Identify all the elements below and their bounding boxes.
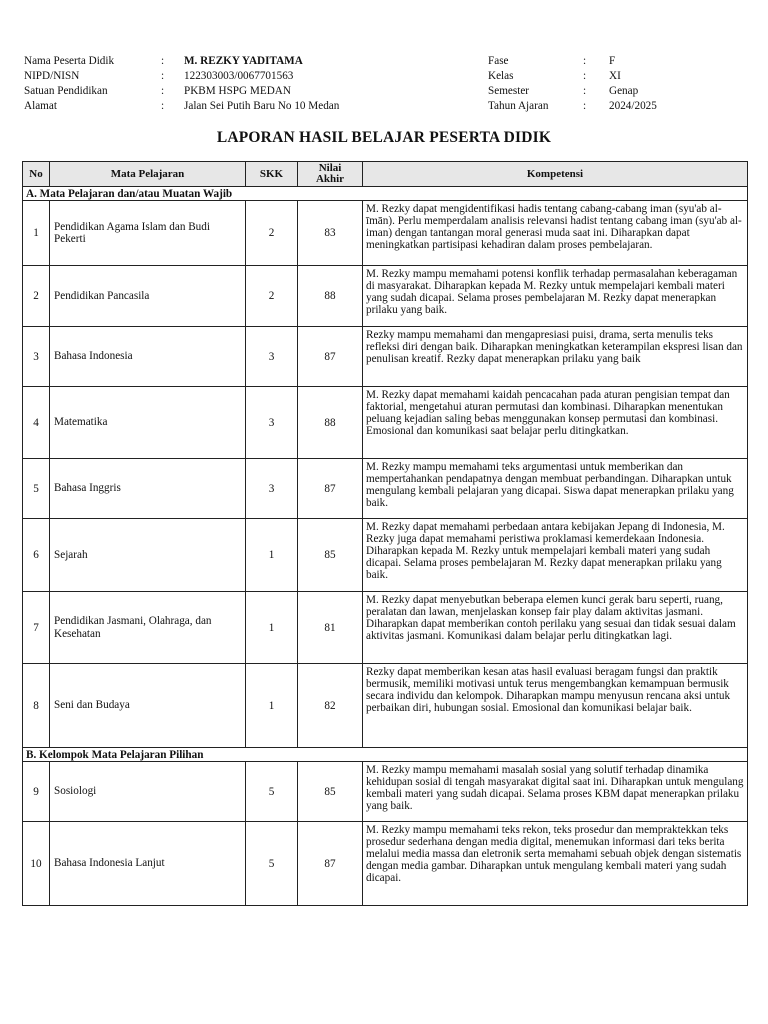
row-no: 2 <box>23 266 50 327</box>
row-competency: M. Rezky mampu memahami teks argumentasi untuk memberikan dan mempertahankan pendapatnya dengan membuat perbandingan. Diharapkan untuk mengulang kembali pelajaran yang dicapai. Siswa dapat menerapkan prilaku yang baik. <box>363 459 748 519</box>
row-no: 9 <box>23 762 50 822</box>
row-competency: M. Rezky mampu memahami potensi konflik terhadap permasalahan keberagaman di masyarakat. Diharapkan kepada M. Rezky untuk mempelajari kembali materi yang sudah dicapai. Selama proses pembelajaran M. Rezky dapat menerapkan prilaku yang baik. <box>363 266 748 327</box>
row-competency: M. Rezky mampu memahami teks rekon, teks prosedur dan mempraktekkan teks prosedur sederhana dengan media digital, menemukan informasi dari teks berita melalui media massa dan eletronik serta memahami sebuah objek dengan sistematis dengan media gambar. Diharapkan untuk mengulang kembali materi yang sudah dicapai. <box>363 822 748 906</box>
colon: : <box>161 55 165 67</box>
col-header-subject: Mata Pelajaran <box>50 162 246 187</box>
table-row <box>23 327 748 387</box>
row-subject: Bahasa Indonesia Lanjut <box>50 822 246 906</box>
table-row <box>23 387 748 459</box>
row-subject: Bahasa Inggris <box>50 459 246 519</box>
col-header-skk: SKK <box>246 162 298 187</box>
colon: : <box>583 85 587 97</box>
student-name-value: M. REZKY YADITAMA <box>184 55 303 67</box>
final-score-label: Nilai Akhir <box>315 162 345 185</box>
col-header-no: No <box>23 162 50 187</box>
row-skk: 2 <box>246 266 298 327</box>
student-name-label: Nama Peserta Didik <box>24 55 115 67</box>
row-subject: Seni dan Budaya <box>50 664 246 748</box>
row-score: 82 <box>298 664 363 748</box>
row-subject: Pendidikan Agama Islam dan Budi Pekerti <box>50 201 246 266</box>
report-title: LAPORAN HASIL BELAJAR PESERTA DIDIK <box>216 129 552 146</box>
nipd-nisn-label: NIPD/NISN <box>24 70 80 82</box>
nipd-nisn-value: 122303003/0067701563 <box>184 70 294 82</box>
row-no: 4 <box>23 387 50 459</box>
row-skk: 3 <box>246 327 298 387</box>
table-row <box>23 201 748 266</box>
row-no: 7 <box>23 592 50 664</box>
table-header-row <box>23 162 748 187</box>
row-score: 87 <box>298 459 363 519</box>
row-skk: 2 <box>246 201 298 266</box>
row-subject: Sosiologi <box>50 762 246 822</box>
grades-table <box>22 161 748 906</box>
header-row <box>24 84 744 99</box>
student-info-header <box>24 54 744 114</box>
row-skk: 1 <box>246 592 298 664</box>
row-score: 83 <box>298 201 363 266</box>
row-subject: Pendidikan Jasmani, Olahraga, dan Kesehatan <box>50 592 246 664</box>
row-no: 10 <box>23 822 50 906</box>
row-competency: M. Rezky dapat memahami kaidah pencacahan pada aturan pengisian tempat dan faktorial, mengetahui aturan permutasi dan kombinasi. Diharapkan menentukan peluang kejadian saling bebas menggunakan konsep permutasi dan kombinasi. Emosional dan komunikasi saat belajar perlu ditingkatkan. <box>363 387 748 459</box>
row-subject: Bahasa Indonesia <box>50 327 246 387</box>
row-competency: M. Rezky dapat mengidentifikasi hadis tentang cabang-cabang iman (syu'ab al-īmān). Perlu memperdalam analisis relevansi hadist tentang cabang iman (syu'ab al-iman) dengan tantangan moral generasi muda saat ini. Diharapkan dapat meningkatkan partisipasi kehadiran dalam proses pembelajaran. <box>363 201 748 266</box>
row-no: 5 <box>23 459 50 519</box>
phase-value: F <box>609 55 616 67</box>
row-skk: 1 <box>246 519 298 592</box>
row-no: 1 <box>23 201 50 266</box>
table-row <box>23 266 748 327</box>
table-row <box>23 459 748 519</box>
semester-value: Genap <box>609 85 639 97</box>
colon: : <box>583 70 587 82</box>
row-skk: 1 <box>246 664 298 748</box>
row-no: 8 <box>23 664 50 748</box>
section-row <box>23 748 748 762</box>
academic-year-value: 2024/2025 <box>609 100 657 112</box>
row-skk: 3 <box>246 387 298 459</box>
col-header-final-score <box>298 162 363 187</box>
section-b-title: B. Kelompok Mata Pelajaran Pilihan <box>23 748 748 762</box>
row-competency: M. Rezky dapat menyebutkan beberapa elemen kunci gerak baru seperti, ruang, peralatan dan lawan, menjelaskan konsep fair play dalam aktivitas jasmani. Diharapkan dapat memberikan contoh perilaku yang sesuai dan tidak sesuai dalam aktivitas jasmani. Komunikasi dalam belajar perlu ditingkatkan lagi. <box>363 592 748 664</box>
table-row <box>23 519 748 592</box>
row-skk: 5 <box>246 822 298 906</box>
table-row <box>23 762 748 822</box>
row-no: 6 <box>23 519 50 592</box>
row-competency: Rezky dapat memberikan kesan atas hasil evaluasi beragam fungsi dan praktik bermusik, memiliki motivasi untuk terus mengembangkan kemampuan bermusik secara individu dan kelompok. Diharapkan mampu menyusun rencana aksi untuk perbaikan diri, hubungan sosial. Emosional dan komunikasi belajar baik. <box>363 664 748 748</box>
section-row <box>23 187 748 201</box>
table-row <box>23 664 748 748</box>
section-a-title: A. Mata Pelajaran dan/atau Muatan Wajib <box>23 187 748 201</box>
phase-label: Fase <box>488 55 509 67</box>
colon: : <box>161 85 165 97</box>
header-row <box>24 54 744 69</box>
academic-year-label: Tahun Ajaran <box>488 100 549 112</box>
colon: : <box>583 55 587 67</box>
row-subject: Sejarah <box>50 519 246 592</box>
col-header-competency: Kompetensi <box>363 162 748 187</box>
colon: : <box>161 100 165 112</box>
colon: : <box>583 100 587 112</box>
colon: : <box>161 70 165 82</box>
row-skk: 5 <box>246 762 298 822</box>
row-subject: Pendidikan Pancasila <box>50 266 246 327</box>
row-subject: Matematika <box>50 387 246 459</box>
class-label: Kelas <box>488 70 514 82</box>
address-label: Alamat <box>24 100 57 112</box>
row-score: 88 <box>298 266 363 327</box>
row-competency: M. Rezky dapat memahami perbedaan antara kebijakan Jepang di Indonesia, M. Rezky juga dapat memahami peristiwa proklamasi kemerdekaan Indonesia. Diharapkan kepada M. Rezky untuk mempelajari kembali materi yang sudah dicapai. Selama proses pembelajaran M. Rezky dapat menerapkan prilaku yang baik. <box>363 519 748 592</box>
row-competency: M. Rezky mampu memahami masalah sosial yang solutif terhadap dinamika kehidupan sosial di tengah masyarakat digital saat ini. Diharapkan untuk mengulang kembali materi yang sudah dicapai. Selama proses KBM dapat menerapkan prilaku yang baik. <box>363 762 748 822</box>
row-score: 87 <box>298 327 363 387</box>
row-score: 81 <box>298 592 363 664</box>
row-score: 85 <box>298 762 363 822</box>
school-label: Satuan Pendidikan <box>24 85 108 97</box>
class-value: XI <box>609 70 621 82</box>
row-competency: Rezky mampu memahami dan mengapresiasi puisi, drama, serta menulis teks refleksi diri dengan baik. Diharapkan meningkatkan keterampilan ekspresi lisan dan penulisan kreatif. Rezky dapat menerapkan prilaku yang baik <box>363 327 748 387</box>
table-row <box>23 822 748 906</box>
row-no: 3 <box>23 327 50 387</box>
row-skk: 3 <box>246 459 298 519</box>
address-value: Jalan Sei Putih Baru No 10 Medan <box>184 100 340 112</box>
header-row <box>24 69 744 84</box>
semester-label: Semester <box>488 85 530 97</box>
school-value: PKBM HSPG MEDAN <box>184 85 291 97</box>
header-row <box>24 99 744 114</box>
table-row <box>23 592 748 664</box>
row-score: 85 <box>298 519 363 592</box>
row-score: 87 <box>298 822 363 906</box>
row-score: 88 <box>298 387 363 459</box>
